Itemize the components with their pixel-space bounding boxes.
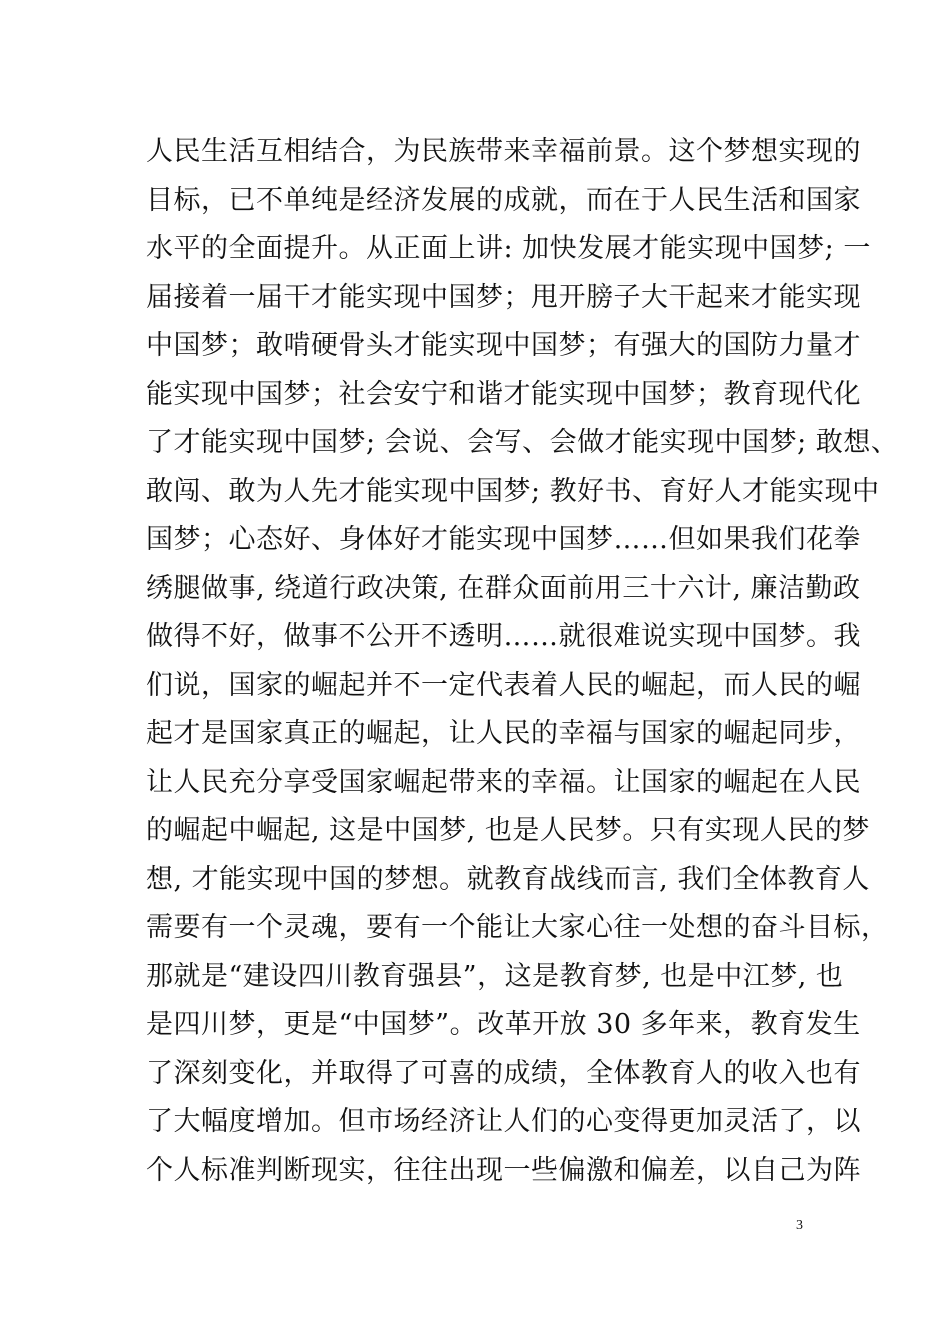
text-line: 的崛起中崛起, 这是中国梦, 也是人民梦。只有实现人民的梦 <box>146 815 870 846</box>
body-text <box>146 128 899 1195</box>
text-line: 需要有一个灵魂，要有一个能让大家心往一处想的奋斗目标， <box>146 912 889 943</box>
text-line: 们说，国家的崛起并不一定代表着人民的崛起，而人民的崛 <box>146 669 861 701</box>
text-line: 能实现中国梦；社会安宁和谐才能实现中国梦；教育现代化 <box>146 378 861 410</box>
text-line: 起才是国家真正的崛起，让人民的幸福与国家的崛起同步， <box>146 718 861 749</box>
text-line: 了才能实现中国梦; 会说、会写、会做才能实现中国梦; 敢想、 <box>146 427 899 458</box>
text-line: 那就是“建设四川教育强县”，这是教育梦, 也是中江梦, 也 <box>146 960 844 992</box>
text-line: 想, 才能实现中国的梦想。就教育战线而言, 我们全体教育人 <box>146 863 870 895</box>
page-number: 3 <box>796 1218 803 1233</box>
text-line: 做得不好，做事不公开不透明……就很难说实现中国梦。我 <box>146 621 861 652</box>
text-line: 中国梦；敢啃硬骨头才能实现中国梦；有强大的国防力量才 <box>146 330 861 361</box>
text-line: 了深刻变化，并取得了可喜的成绩，全体教育人的收入也有 <box>146 1057 861 1089</box>
text-line: 目标，已不单纯是经济发展的成就，而在于人民生活和国家 <box>146 184 861 216</box>
text-line: 敢闯、敢为人先才能实现中国梦; 教好书、育好人才能实现中 <box>146 475 880 507</box>
text-line: 水平的全面提升。从正面上讲: 加快发展才能实现中国梦; 一 <box>146 233 871 264</box>
text-line: 届接着一届干才能实现中国梦；甩开膀子大干起来才能实现 <box>146 281 861 313</box>
text-line: 个人标准判断现实，往往出现一些偏激和偏差，以自己为阵 <box>146 1154 861 1186</box>
text-line: 人民生活互相结合，为民族带来幸福前景。这个梦想实现的 <box>146 136 861 167</box>
text-line: 是四川梦，更是“中国梦”。改革开放 30 多年来，教育发生 <box>146 1009 861 1040</box>
text-line: 国梦；心态好、身体好才能实现中国梦……但如果我们花拳 <box>146 524 861 555</box>
text-line: 绣腿做事, 绕道行政决策, 在群众面前用三十六计, 廉洁勤政 <box>146 572 861 604</box>
text-line: 让人民充分享受国家崛起带来的幸福。让国家的崛起在人民 <box>146 766 861 798</box>
text-line: 了大幅度增加。但市场经济让人们的心变得更加灵活了，以 <box>146 1106 861 1137</box>
